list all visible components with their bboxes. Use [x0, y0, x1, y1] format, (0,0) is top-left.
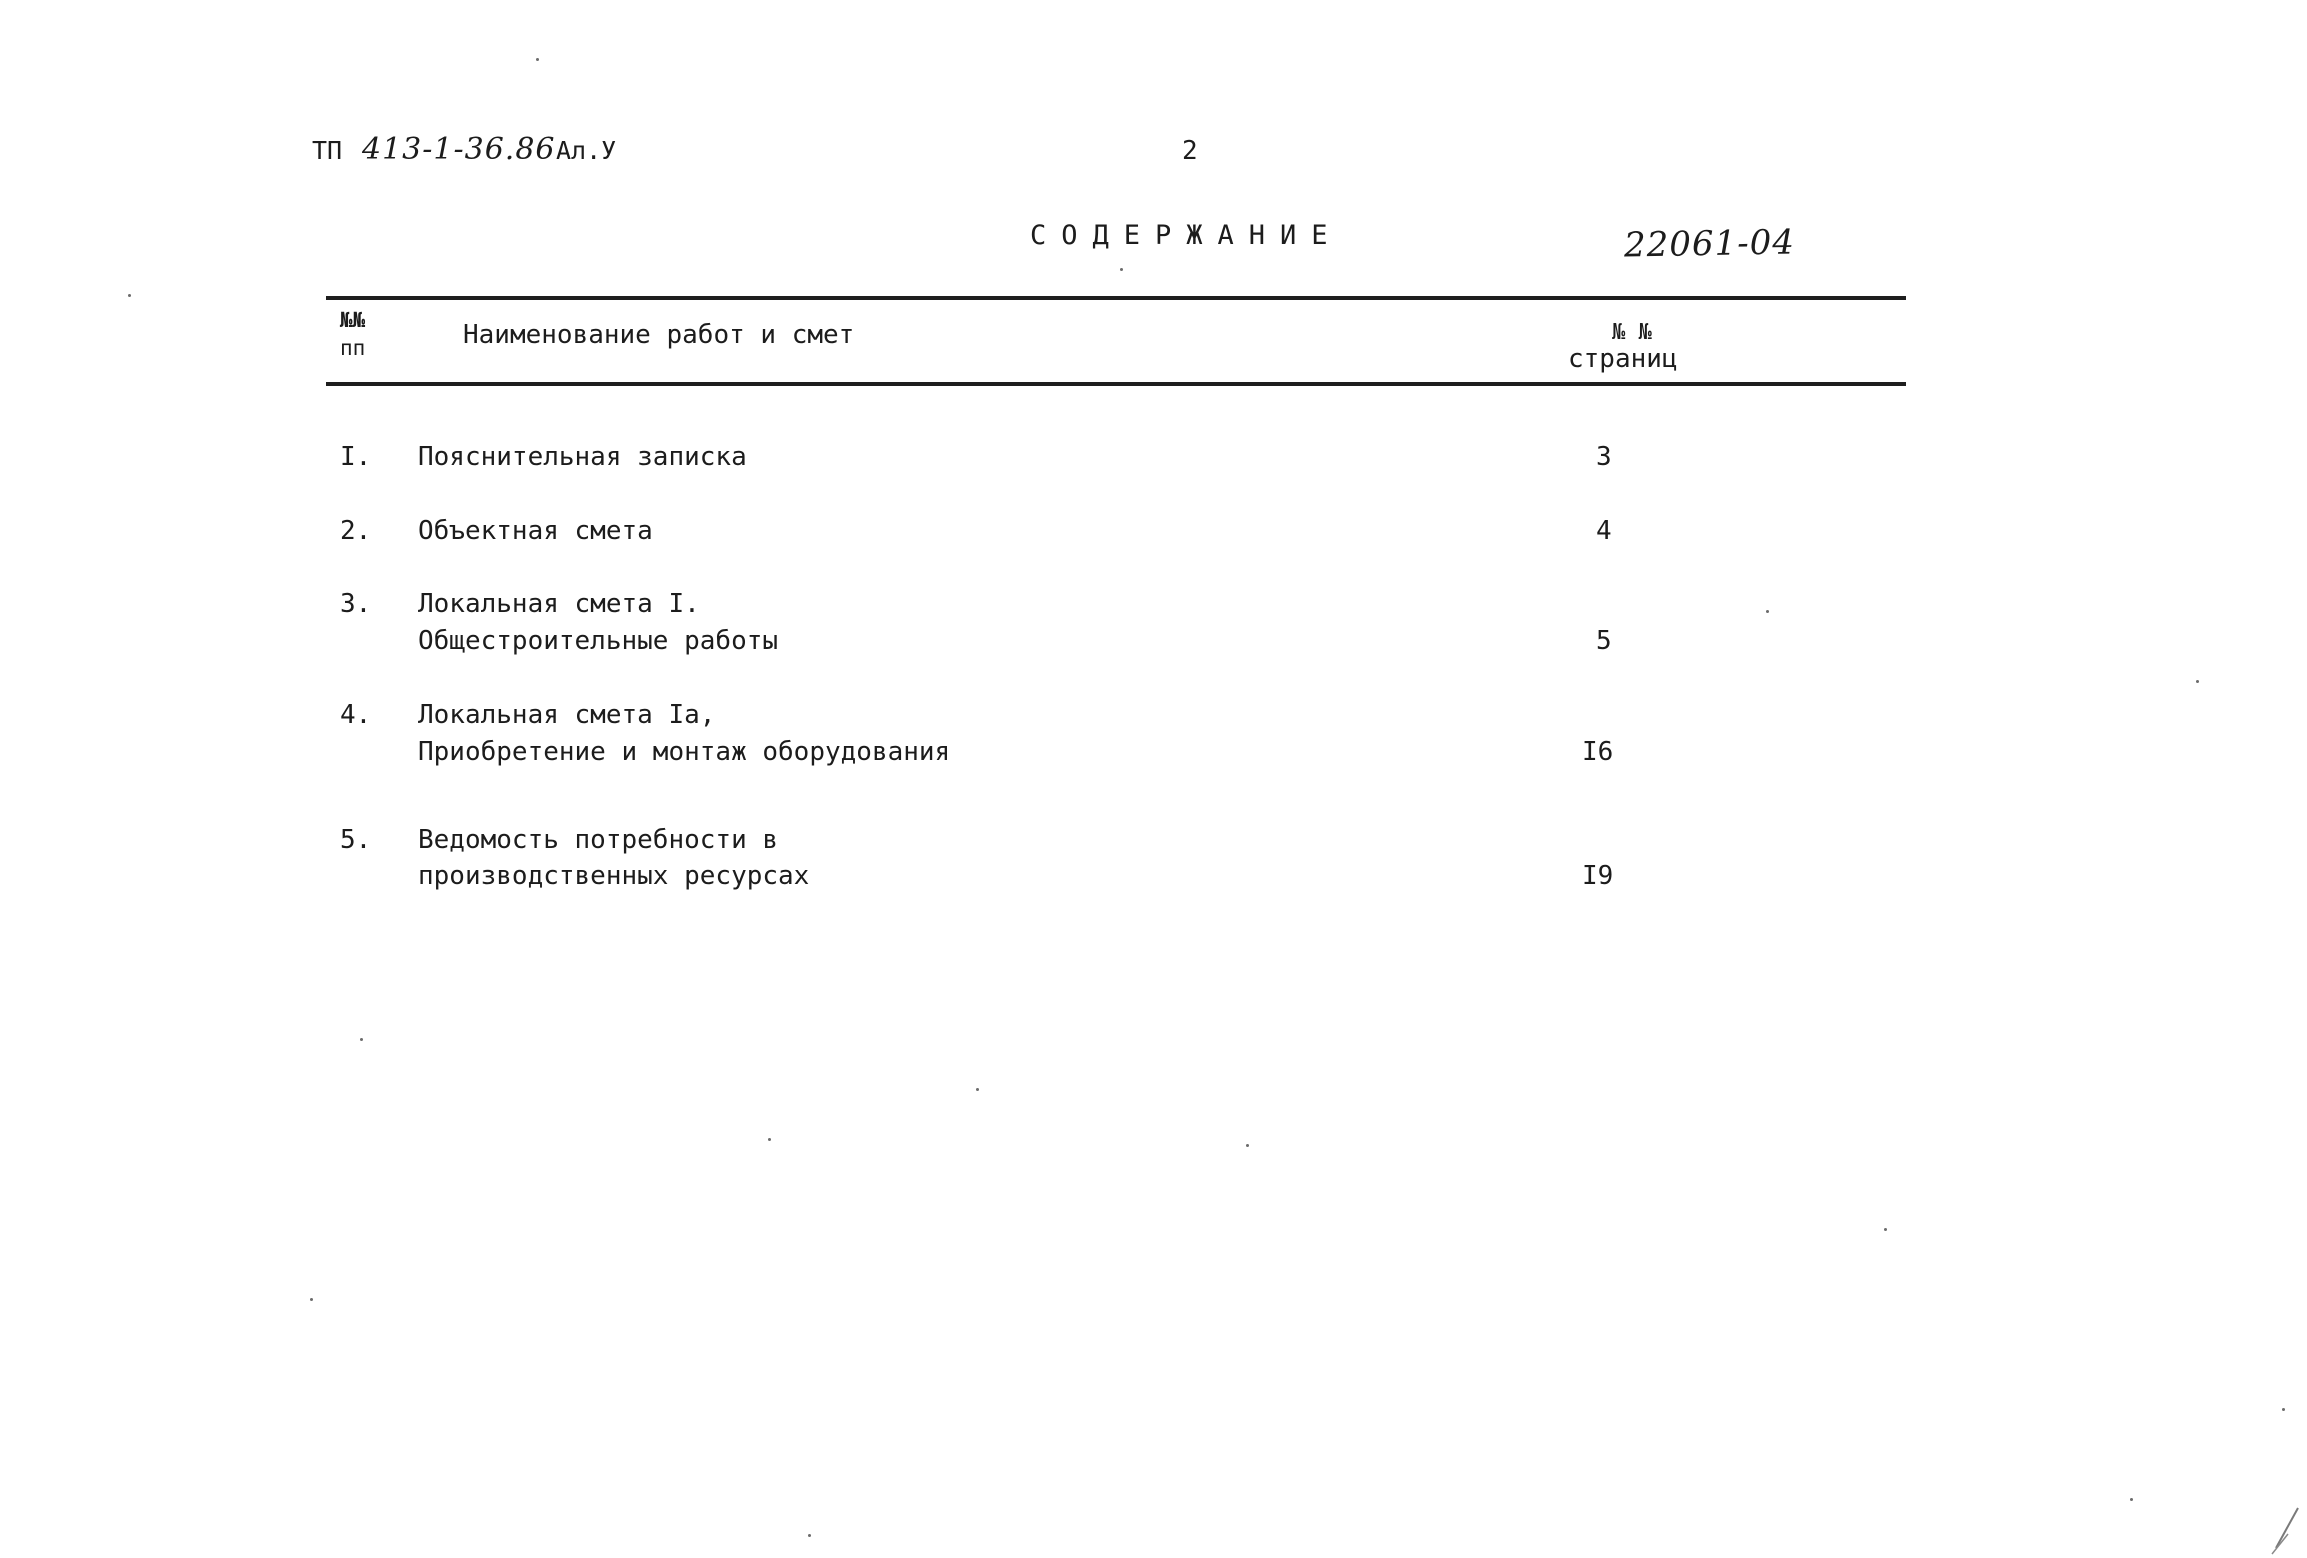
row-1-number: I. [340, 442, 372, 472]
row-1-page: 3 [1596, 442, 1612, 472]
scan-speck [1884, 1228, 1887, 1231]
page-number: 2 [1182, 136, 1198, 166]
inventory-number: 22061-04 [1623, 222, 1796, 266]
scan-speck [808, 1534, 811, 1537]
column-number-header-line2: пп [340, 336, 366, 360]
scan-speck [1246, 1144, 1249, 1147]
row-5-page: I9 [1582, 861, 1614, 891]
row-2-number: 2. [340, 516, 372, 546]
row-3-title-line2: Общестроительные работы [418, 626, 779, 656]
row-4-title-line2: Приобретение и монтаж оборудования [418, 737, 951, 767]
table-top-rule [326, 296, 1906, 300]
column-pages-header-line1: № № [1612, 320, 1652, 345]
scan-speck [1120, 268, 1123, 271]
row-1-title: Пояснительная записка [418, 442, 747, 472]
corner-pencil-mark [2268, 1504, 2304, 1556]
row-2-page: 4 [1596, 516, 1612, 546]
scan-speck [768, 1138, 771, 1141]
row-3-page: 5 [1596, 626, 1612, 656]
row-2-title: Объектная смета [418, 516, 653, 546]
row-4-title-line1: Локальная смета Iа, [418, 700, 716, 730]
column-number-header-line1: №№ [340, 308, 366, 332]
row-4-page: I6 [1582, 737, 1614, 767]
scan-speck [2282, 1408, 2285, 1411]
row-5-title-line2: производственных ресурсах [418, 861, 810, 891]
row-5-title-line1: Ведомость потребности в [418, 825, 779, 855]
row-3-title-line1: Локальная смета I. [418, 589, 700, 619]
scan-speck [2130, 1498, 2133, 1501]
scan-speck [360, 1038, 363, 1041]
scan-speck [1766, 610, 1769, 613]
album-label: Ал.У [556, 136, 617, 165]
row-4-number: 4. [340, 700, 372, 730]
scan-speck [2196, 680, 2199, 683]
row-5-number: 5. [340, 825, 372, 855]
scan-speck [976, 1088, 979, 1091]
column-name-header: Наименование работ и смет [463, 320, 855, 350]
series-prefix: ТП [312, 136, 343, 165]
series-code: 413-1-36.86 [362, 132, 556, 167]
row-3-number: 3. [340, 589, 372, 619]
column-pages-header-line2: страниц [1568, 344, 1678, 374]
page-title: СОДЕРЖАНИЕ [1030, 220, 1343, 251]
scan-speck [128, 294, 131, 297]
table-header-bottom-rule [326, 382, 1906, 386]
scan-speck [536, 58, 539, 61]
scan-speck [310, 1298, 313, 1301]
